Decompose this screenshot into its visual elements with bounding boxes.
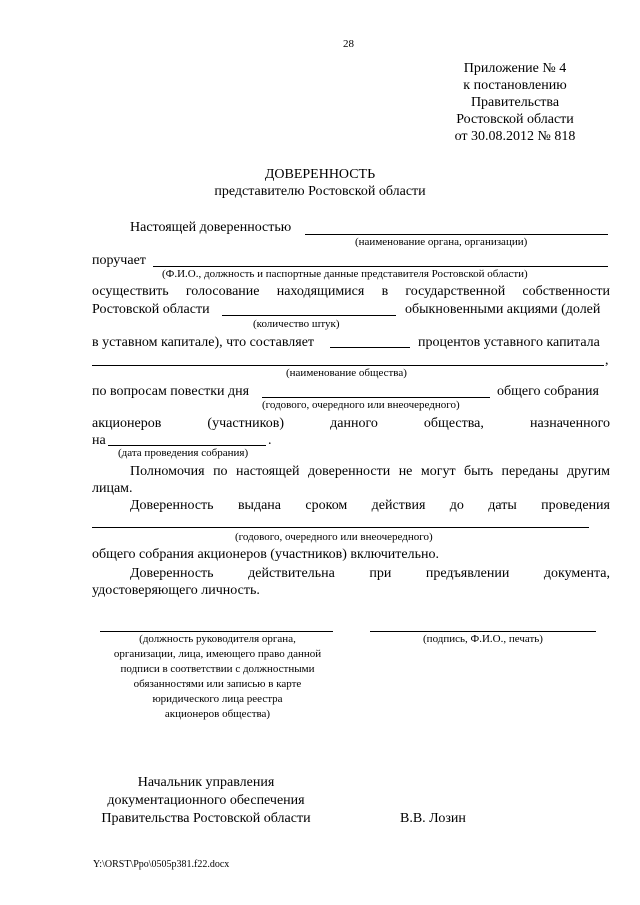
hint-company: (наименование общества) (286, 367, 407, 379)
file-path: Y:\ORST\Ppo\0505p381.f22.docx (93, 859, 230, 870)
document-subtitle: представителю Ростовской области (214, 184, 426, 199)
hint-count: (количество штук) (253, 318, 340, 330)
by-this-power-text: Настоящей доверенностью (130, 220, 292, 235)
right-signature-caption: (подпись, Ф.И.О., печать) (423, 633, 543, 645)
chief-title-line: Начальник управления (137, 775, 275, 790)
hint-meeting-date: (дата проведения собрания) (118, 447, 249, 459)
caption-line: организации, лица, имеющего право данной (113, 648, 322, 660)
date-blank-line (108, 445, 266, 446)
chief-name: В.В. Лозин (400, 811, 466, 826)
valid-line-2: удостоверяющего личность. (92, 583, 260, 598)
person-blank-line (153, 266, 608, 267)
company-blank-line (92, 365, 604, 366)
page-number: 28 (343, 38, 354, 50)
issued-blank-line (92, 527, 589, 528)
caption-line: (должность руководителя органа, (139, 633, 296, 645)
percent-blank-line (330, 347, 410, 348)
hint-person: (Ф.И.О., должность и паспортные данные представителя Ростовской области) (162, 268, 528, 280)
meeting-type-blank-line (262, 397, 490, 398)
org-blank-line (305, 234, 608, 235)
percent-suffix: процентов уставного капитала (418, 335, 600, 350)
general-meeting-text: общего собрания (497, 384, 599, 399)
shareholders-line: акционеров (участников) данного общества, назначенного (92, 416, 610, 431)
voting-line: осуществить голосование находящимися в государственной собственности (92, 284, 610, 299)
appendix-line: Ростовской области (456, 112, 574, 127)
caption-line: акционеров общества) (164, 708, 271, 720)
on-text: на (92, 433, 106, 448)
agenda-prefix: по вопросам повестки дня (92, 384, 250, 399)
shares-suffix: обыкновенными акциями (долей (405, 302, 601, 317)
no-transfer-line-1: Полномочия по настоящей доверенности не могут быть переданы другим (130, 464, 610, 479)
date-period: . (268, 433, 272, 448)
comma: , (605, 353, 609, 368)
appendix-line: от 30.08.2012 № 818 (454, 129, 576, 144)
count-blank-line (222, 315, 396, 316)
no-transfer-line-2: лицам. (92, 481, 133, 496)
chief-title-block (88, 774, 324, 828)
hint-meeting-type: (годового, очередного или внеочередного) (262, 399, 460, 411)
document-title: ДОВЕРЕННОСТЬ (264, 167, 376, 182)
inclusive-line: общего собрания акционеров (участников) включительно. (92, 547, 439, 562)
charter-prefix: в уставном капитале), что составляет (92, 335, 315, 350)
hint-meeting-type-2: (годового, очередного или внеочередного) (235, 531, 433, 543)
caption-line: юридического лица реестра (152, 693, 283, 705)
issued-line: Доверенность выдана сроком действия до даты проведения (130, 498, 610, 513)
caption-line: подписи в соответствии с должностными (120, 663, 315, 675)
region-prefix: Ростовской области (92, 302, 210, 317)
appendix-line: Приложение № 4 (463, 61, 567, 76)
caption-line: обязанностями или записью в карте (133, 678, 302, 690)
appendix-line: к постановлению (463, 78, 567, 93)
chief-title-line: Правительства Ростовской области (101, 811, 311, 826)
valid-line-1: Доверенность действительна при предъявлении документа, (130, 566, 610, 581)
appendix-block (430, 60, 600, 145)
appendix-line: Правительства (470, 95, 560, 110)
entrusts-text: поручает (92, 253, 146, 268)
chief-title-line: документационного обеспечения (107, 793, 305, 808)
hint-org: (наименование органа, организации) (355, 236, 528, 248)
left-signature-caption (96, 632, 339, 722)
right-signature-line (370, 631, 596, 632)
